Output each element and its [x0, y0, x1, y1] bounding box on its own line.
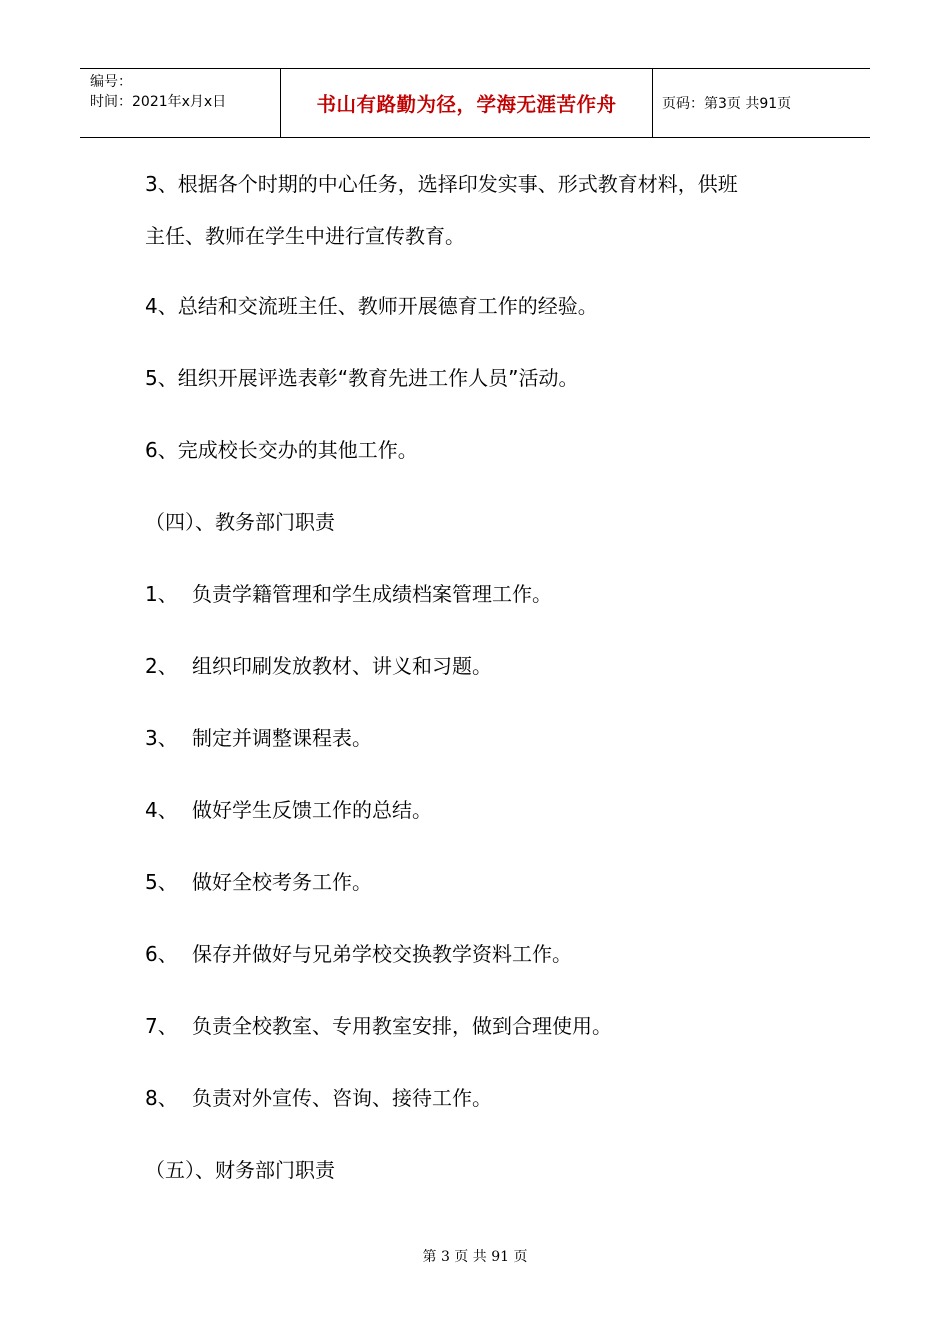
list-item-text: 负责学籍管理和学生成绩档案管理工作。: [192, 582, 552, 606]
paragraph-line: 4、总结和交流班主任、教师开展德育工作的经验。: [145, 294, 598, 318]
list-item-text: 做好学生反馈工作的总结。: [192, 798, 432, 822]
header-meta: [80, 69, 281, 137]
paragraph-line: 6、完成校长交办的其他工作。: [145, 438, 418, 462]
list-item: [145, 1014, 612, 1038]
page-footer: [0, 1246, 950, 1266]
list-item: [145, 870, 372, 894]
list-item: [145, 1086, 492, 1110]
list-item-number: 6、: [145, 942, 178, 966]
list-item: [145, 654, 492, 678]
list-item-text: 制定并调整课程表。: [192, 726, 372, 750]
list-item-number: 8、: [145, 1086, 178, 1110]
page-header: [80, 68, 870, 138]
date-label: 时间：2021年x月x日: [90, 94, 227, 110]
motto-text: 书山有路勤为径，学海无涯苦作舟: [316, 93, 617, 116]
list-item-number: 5、: [145, 870, 178, 894]
list-item-text: 保存并做好与兄弟学校交换教学资料工作。: [192, 942, 572, 966]
list-item-number: 4、: [145, 798, 178, 822]
serial-label: 编号：: [90, 74, 132, 90]
paragraph-line: 5、组织开展评选表彰“教育先进工作人员”活动。: [145, 366, 579, 390]
list-item-number: 2、: [145, 654, 178, 678]
section-title: （四）、教务部门职责: [145, 510, 335, 534]
list-item-text: 做好全校考务工作。: [192, 870, 372, 894]
list-item-text: 组织印刷发放教材、讲义和习题。: [192, 654, 492, 678]
header-motto-cell: [281, 69, 653, 137]
list-item: [145, 798, 432, 822]
list-item-number: 7、: [145, 1014, 178, 1038]
paragraph-line: 主任、教师在学生中进行宣传教育。: [145, 224, 465, 248]
paragraph-line: 3、根据各个时期的中心任务，选择印发实事、形式教育材料，供班: [145, 172, 738, 196]
section-title: （五）、财务部门职责: [145, 1158, 335, 1182]
list-item: [145, 726, 372, 750]
list-item: [145, 942, 572, 966]
footer-page-number: 第 3 页 共 91 页: [422, 1249, 528, 1265]
page-label: 页码：第3页 共91页: [662, 96, 792, 112]
list-item-text: 负责对外宣传、咨询、接待工作。: [192, 1086, 492, 1110]
list-item: [145, 582, 552, 606]
header-page-cell: [653, 69, 870, 137]
list-item-text: 负责全校教室、专用教室安排，做到合理使用。: [192, 1014, 612, 1038]
list-item-number: 3、: [145, 726, 178, 750]
list-item-number: 1、: [145, 582, 178, 606]
